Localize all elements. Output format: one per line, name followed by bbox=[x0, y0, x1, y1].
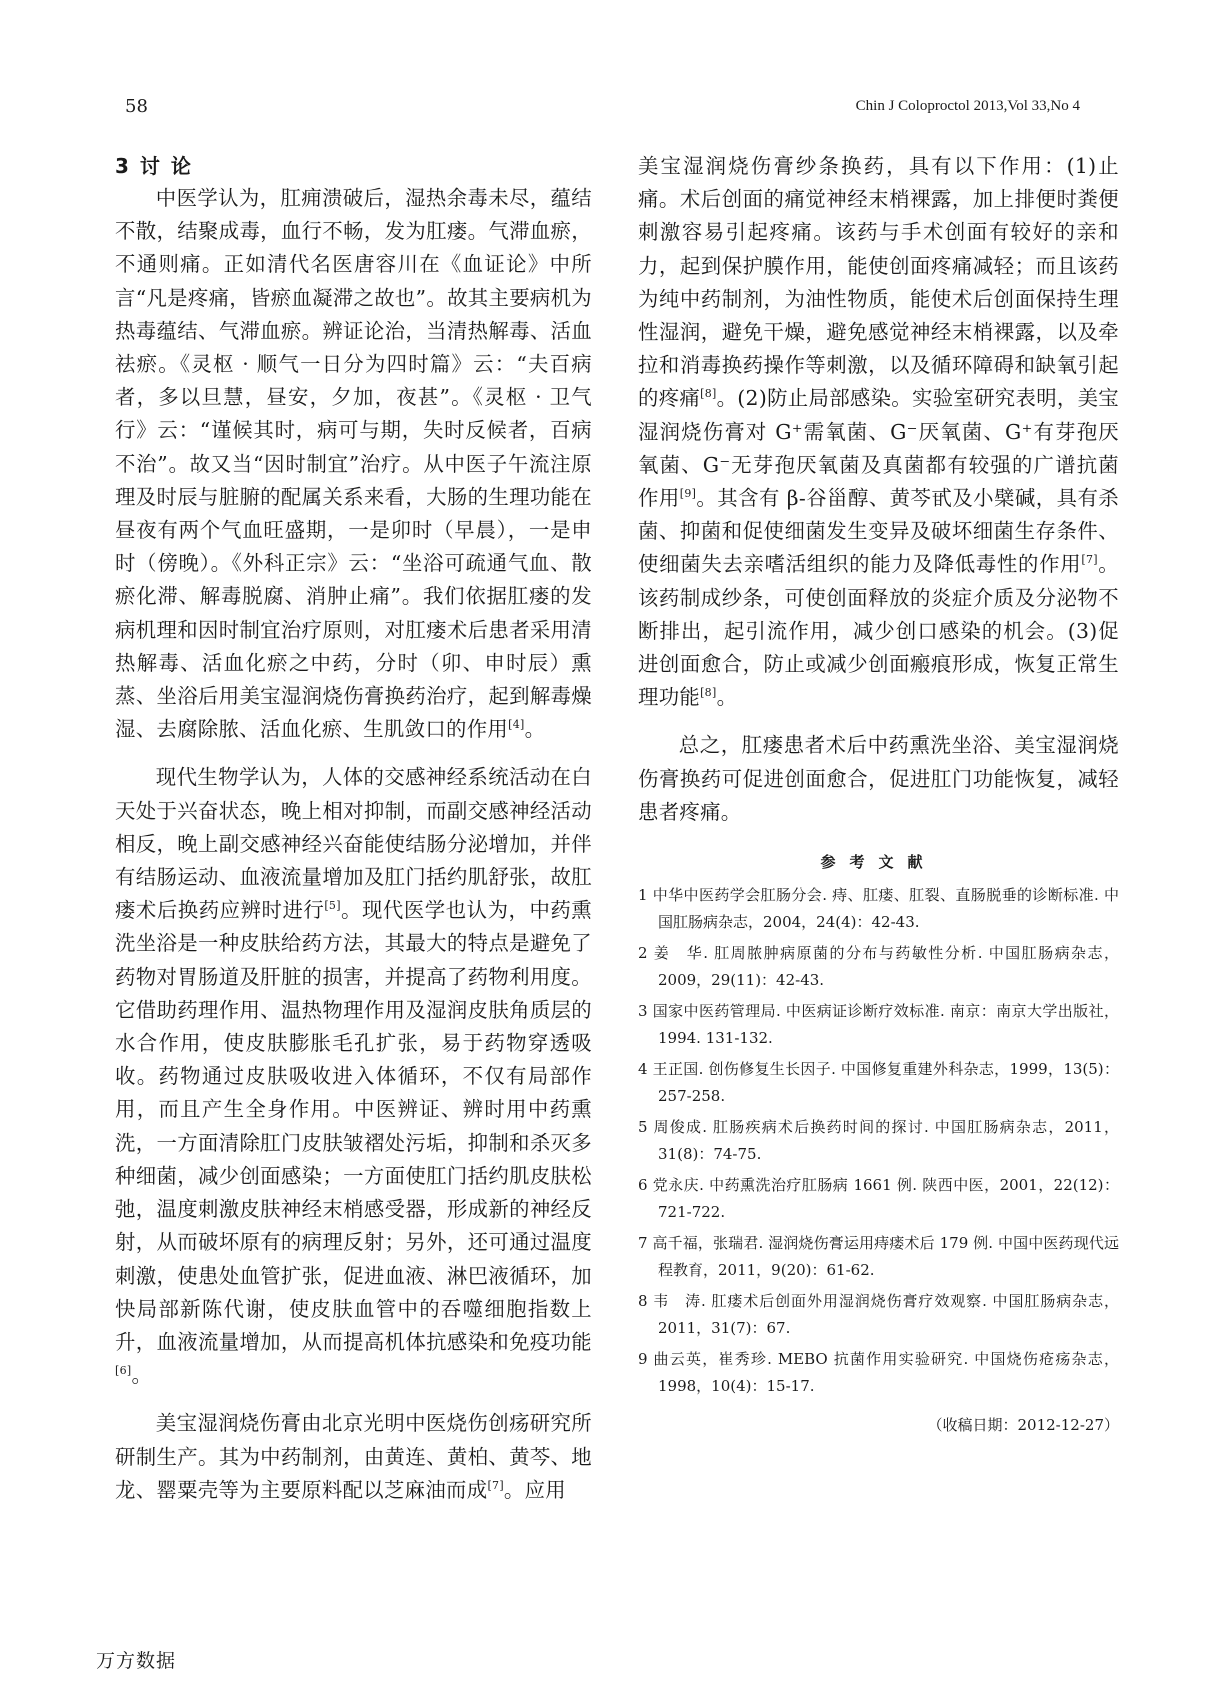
paragraph-text: 。 bbox=[716, 685, 738, 710]
left-column bbox=[115, 150, 592, 1507]
received-date: （收稿日期：2012-12-27） bbox=[927, 1416, 1119, 1435]
footer-watermark: 万方数据 bbox=[96, 1650, 177, 1672]
paragraph-text: 中医学认为，肛痈溃破后，湿热余毒未尽，蕴结不散，结聚成毒，血行不畅，发为肛瘘。气滞血瘀，不通则痛。正如清代名医唐容川在《血证论》中所言“凡是疼痛，皆瘀血凝滞之故也”。故其主要病机为热毒蕴结、气滞血瘀。辨证论治，当清热解毒、活血祛瘀。《灵枢 · 顺气一日分为四时篇》云：“夫百病者，多以旦慧，昼安，夕加，夜甚”。《灵枢 · 卫气行》云：“谨候其时，病可与期，失时反候者，百病不治”。故又当“因时制宜”治疗。从中医子午流注原理及时辰与脏腑的配属关系来看，大肠的生理功能在昼夜有两个气血旺盛期，一是卯时（早晨），一是申时（傍晚）。《外科正宗》云：“坐浴可疏通气血、散瘀化滞、解毒脱腐、消肿止痛”。我们依据肛瘘的发病机理和因时制宜治疗原则，对肛瘘术后患者采用清热解毒、活血化瘀之中药，分时（卯、申时辰）熏蒸、坐浴后用美宝湿润烧伤膏换药治疗，起到解毒燥湿、去腐除脓、活血化瘀、生肌敛口的作用 bbox=[115, 186, 592, 742]
reference-item: 5 周俊成. 肛肠疾病术后换药时间的探讨. 中国肛肠病杂志，2011，31(8)：74-75. bbox=[638, 1118, 1119, 1164]
paragraph-text: 。该药制成纱条，可使创面释放的炎症介质及分泌物不断排出，起引流作用，减少创口感染的机会。(3)促进创面愈合，防止或减少创面瘢痕形成，恢复正常生理功能 bbox=[638, 552, 1119, 710]
reference-item: 6 党永庆. 中药熏洗治疗肛肠病 1661 例. 陕西中医，2001，22(12)：721-722. bbox=[638, 1176, 1119, 1222]
reference-list bbox=[638, 882, 1119, 1400]
paragraph-text: 。应用 bbox=[503, 1477, 566, 1502]
paragraph-text: 。 bbox=[524, 717, 546, 742]
paragraph-conclusion: 总之，肛瘘患者术后中药熏洗坐浴、美宝湿润烧伤膏换药可促进创面愈合，促进肛门功能恢复，减轻患者疼痛。 bbox=[638, 733, 1119, 824]
paragraph-mebo bbox=[115, 1407, 592, 1507]
citation-marker: [5] bbox=[324, 899, 341, 913]
citation-marker: [7] bbox=[1081, 553, 1098, 567]
paragraph-text: 美宝湿润烧伤膏纱条换药，具有以下作用：(1)止痛。术后创面的痛觉神经末梢裸露，加上排便时粪便刺激容易引起疼痛。该药与手术创面有较好的亲和力，起到保护膜作用，能使创面疼痛减轻；而且该药为纯中药制剂，为油性物质，能使术后创面保持生理性湿润，避免干燥，避免感觉神经末梢裸露，以及牵拉和消毒换药操作等刺激，以及循环障碍和缺氧引起的疼痛 bbox=[638, 154, 1119, 411]
paragraph-text: 。 bbox=[131, 1363, 153, 1388]
paragraph-tcm-theory bbox=[115, 182, 592, 746]
paragraph-text: 现代生物学认为，人体的交感神经系统活动在白天处于兴奋状态，晚上相对抑制，而副交感神经活动相反，晚上副交感神经兴奋能使结肠分泌增加，并伴有结肠运动、血液流量增加及肛门括约肌舒张，故肛瘘术后换药应辨时进行 bbox=[115, 765, 592, 923]
reference-item: 3 国家中医药管理局. 中医病证诊断疗效标准. 南京：南京大学出版社，1994. 131-132. bbox=[638, 1002, 1119, 1048]
reference-item: 2 姜 华. 肛周脓肿病原菌的分布与药敏性分析. 中国肛肠病杂志，2009，29(11)：42-43. bbox=[638, 944, 1119, 990]
paragraph-modern-biology bbox=[115, 761, 592, 1392]
paragraph-mebo-effects bbox=[638, 150, 1119, 714]
paragraph-text: 。现代医学也认为，中药熏洗坐浴是一种皮肤给药方法，其最大的特点是避免了药物对胃肠道及肝脏的损害，并提高了药物利用度。它借助药理作用、温热物理作用及湿润皮肤角质层的水合作用，使皮肤膨胀毛孔扩张，易于药物穿透吸收。药物通过皮肤吸收进入体循环，不仅有局部作用，而且产生全身作用。中医辨证、辨时用中药熏洗，一方面清除肛门皮肤皱褶处污垢，抑制和杀灭多种细菌，减少创面感染；一方面使肛门括约肌皮肤松弛，温度刺激皮肤神经末梢感受器，形成新的神经反射，从而破坏原有的病理反射；另外，还可通过温度刺激，使患处血管扩张，促进血液、淋巴液循环，加快局部新陈代谢，使皮肤血管中的吞噬细胞指数上升，血液流量增加，从而提高机体抗感染和免疫功能 bbox=[115, 898, 592, 1354]
reference-item: 1 中华中医药学会肛肠分会. 痔、肛瘘、肛裂、直肠脱垂的诊断标准. 中国肛肠病杂志，2004，24(4)：42-43. bbox=[638, 886, 1119, 932]
citation-marker: [8] bbox=[700, 686, 717, 700]
reference-item: 7 高千福，张瑞君. 湿润烧伤膏运用痔瘘术后 179 例. 中国中医药现代远程教育，2011，9(20)：61-62. bbox=[638, 1234, 1119, 1280]
citation-marker: [7] bbox=[487, 1478, 504, 1492]
citation-marker: [4] bbox=[508, 718, 525, 732]
citation-marker: [9] bbox=[679, 487, 697, 501]
page-number: 58 bbox=[125, 96, 148, 117]
citation-marker: [6] bbox=[115, 1364, 132, 1378]
reference-item: 9 曲云英，崔秀珍. MEBO 抗菌作用实验研究. 中国烧伤疮疡杂志，1998，10(4)：15-17. bbox=[638, 1350, 1119, 1396]
journal-header: Chin J Coloproctol 2013,Vol 33,No 4 bbox=[855, 98, 1080, 114]
paragraph-text: 美宝湿润烧伤膏由北京光明中医烧伤创疡研究所研制生产。其为中药制剂，由黄连、黄柏、黄芩、地龙、罂粟壳等为主要原料配以芝麻油而成 bbox=[115, 1411, 592, 1502]
references-heading: 参考文献 bbox=[820, 853, 937, 872]
section-heading: 3 讨 论 bbox=[115, 154, 193, 178]
right-column bbox=[638, 150, 1119, 1435]
reference-item: 8 韦 涛. 肛瘘术后创面外用湿润烧伤膏疗效观察. 中国肛肠病杂志，2011，31(7)：67. bbox=[638, 1292, 1119, 1338]
paragraph-text: 。(2)防止局部感染。实验室研究表明，美宝湿润烧伤膏对 G⁺需氧菌、G⁻厌氧菌、G⁺有芽孢厌氧菌、G⁻无芽孢厌氧菌及真菌都有较强的广谱抗菌作用 bbox=[638, 386, 1119, 511]
reference-item: 4 王正国. 创伤修复生长因子. 中国修复重建外科杂志，1999，13(5)：257-258. bbox=[638, 1060, 1119, 1106]
paragraph-text: 。其含有 β-谷甾醇、黄芩甙及小檗碱，具有杀菌、抑菌和促使细菌发生变异及破坏细菌生存条件、使细菌失去亲嗜活组织的能力及降低毒性的作用 bbox=[638, 486, 1119, 577]
citation-marker: [8] bbox=[700, 387, 717, 401]
